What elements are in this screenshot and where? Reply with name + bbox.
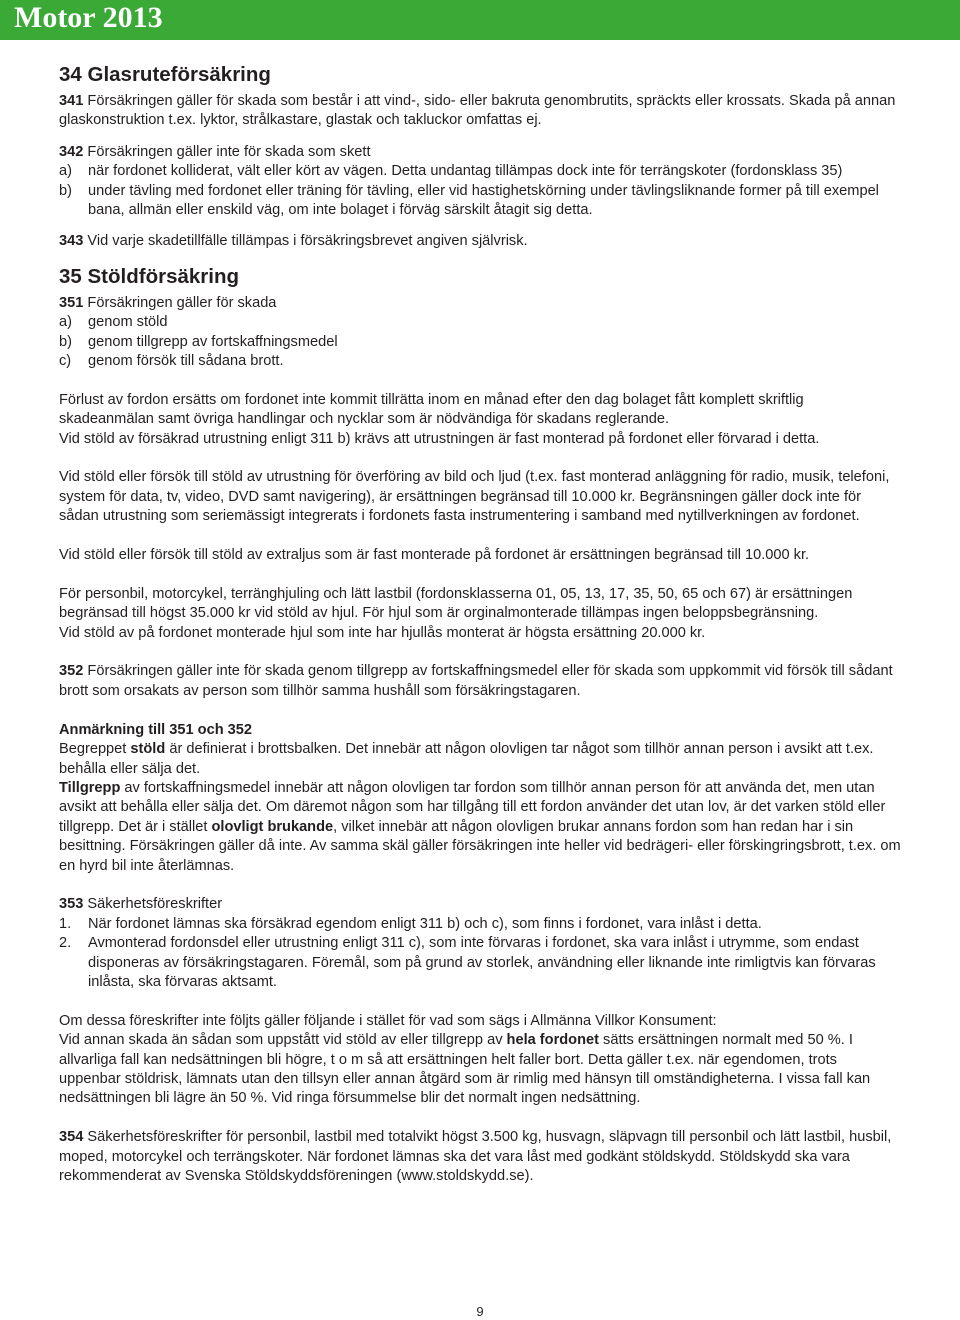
spacer bbox=[59, 876, 901, 895]
note-term: stöld bbox=[130, 741, 166, 758]
note-heading: Anmärkning till 351 och 352 bbox=[59, 721, 253, 738]
clause-text: Säkerhetsföreskrifter bbox=[87, 896, 223, 913]
paragraph-wheel-lock: Vid stöld av på fordonet monterade hjul som inte har hjullås monterat är högsta ersättning 20.000 kr. bbox=[59, 624, 706, 641]
clause-number: 352 bbox=[59, 663, 84, 680]
clause-341 bbox=[59, 92, 901, 131]
header-bar bbox=[0, 0, 960, 40]
list-item bbox=[59, 162, 901, 181]
list-text: under tävling med fordonet eller träning för tävling, eller vid hastighetskörning under tävlingsliknande former på till exempel bana, allmän eller enskild väg, om inte bolaget i förväg särskilt åtagit sig detta. bbox=[88, 182, 879, 219]
spacer bbox=[59, 565, 901, 584]
list-item bbox=[59, 313, 901, 332]
list-text: när fordonet kolliderat, vält eller kört av vägen. Detta undantag tillämpas dock inte för terrängskoter (fordonsklass 35) bbox=[88, 163, 843, 180]
spacer bbox=[59, 1109, 901, 1128]
list-text: genom stöld bbox=[88, 314, 168, 331]
list-item bbox=[59, 182, 901, 221]
clause-342 bbox=[59, 143, 901, 162]
list-item bbox=[59, 352, 901, 371]
clause-354 bbox=[59, 1128, 901, 1186]
consequence-text bbox=[59, 1031, 901, 1109]
page-number: 9 bbox=[476, 1304, 484, 1319]
list-item bbox=[59, 915, 901, 934]
list-label: a) bbox=[59, 314, 72, 331]
clause-353 bbox=[59, 895, 901, 914]
page-content bbox=[59, 62, 901, 1186]
clause-text: Vid varje skadetillfälle tillämpas i försäkringsbrevet angiven självrisk. bbox=[87, 233, 528, 250]
clause-text: Försäkringen gäller inte för skada genom tillgrepp av fortskaffningsmedel eller för skada som uppkommit vid försök till sådant brott som orsakats av person som tillhör samma hushåll som försäkringstagaren. bbox=[59, 663, 893, 699]
list-label: c) bbox=[59, 353, 72, 370]
list-label: 1. bbox=[59, 915, 72, 932]
note-taking bbox=[59, 779, 901, 876]
paragraph-extra-lights: Vid stöld eller försök till stöld av extraljus som är fast monterade på fordonet är ersättningen begränsad till 10.000 kr. bbox=[59, 547, 810, 564]
consequence-part: Vid annan skada än sådan som uppstått vid stöld av eller tillgrepp av bbox=[59, 1032, 507, 1049]
consequence-term: hela fordonet bbox=[506, 1032, 599, 1049]
paragraph-media-equipment: Vid stöld eller försök till stöld av utrustning för överföring av bild och ljud (t.ex. fast monterad anläggning för radio, musik, telefoni, system för data, tv, video, DVD samt navigering), är ersättningen begränsad till 10.000 kr. Begränsningen gäller dock inte för sådan utrustning som seriemässigt integrerats i fordonets fasta instrumentering i samband med nytillverkningen av fordonet. bbox=[59, 469, 890, 525]
list-text: genom tillgrepp av fortskaffningsmedel bbox=[88, 333, 338, 350]
paragraph-loss: Förlust av fordon ersätts om fordonet inte kommit tillrätta inom en månad efter den dag bolaget fått komplett skriftlig skadeanmälan samt övriga handlingar och nycklar som är nödvändiga för skadans reglerande. bbox=[59, 391, 804, 428]
section-34-heading: 34 Glasruteförsäkring bbox=[59, 63, 271, 86]
clause-number: 343 bbox=[59, 233, 84, 250]
section-35-heading: 35 Stöldförsäkring bbox=[59, 264, 239, 288]
list-text: Avmonterad fordonsdel eller utrustning enligt 311 c), som inte förvaras i fordonet, ska vara inlåst i utrymme, som endast disponeras av försäkringstagaren. Föremål, som på grund av storlek, användning eller liknande inte rimligtvis kan förvaras inlåsta, ska förvaras aktsamt. bbox=[88, 935, 876, 990]
clause-number: 354 bbox=[59, 1129, 84, 1146]
paragraph-equipment: Vid stöld av försäkrad utrustning enligt 311 b) krävs att utrustningen är fast monterad på fordonet eller förvarad i detta. bbox=[59, 430, 820, 447]
spacer bbox=[59, 371, 901, 390]
list-item bbox=[59, 333, 901, 352]
spacer bbox=[59, 220, 901, 232]
clause-number: 342 bbox=[59, 143, 84, 160]
list-text: genom försök till sådana brott. bbox=[88, 353, 284, 370]
clause-text: Försäkringen gäller inte för skada som skett bbox=[87, 143, 371, 160]
note-term: olovligt brukande bbox=[211, 818, 334, 835]
spacer bbox=[59, 701, 901, 720]
clause-343 bbox=[59, 232, 901, 251]
list-label: b) bbox=[59, 333, 72, 350]
consequence-intro: Om dessa föreskrifter inte följts gäller följande i stället för vad som sägs i Allmänna Villkor Konsument: bbox=[59, 1012, 717, 1029]
clause-number: 353 bbox=[59, 896, 84, 913]
list-label: a) bbox=[59, 163, 72, 180]
clause-text: Säkerhetsföreskrifter för personbil, lastbil med totalvikt högst 3.500 kg, husvagn, släpvagn till personbil och lätt lastbil, husbil, moped, motorcykel och terrängskoter. När fordonet lämnas ska det vara låst med godkänt stöldskydd. Stöldskydd ska vara rekommenderat av Svenska Stöldskyddsföreningen (www.stoldskydd.se). bbox=[59, 1129, 892, 1184]
list-text: När fordonet lämnas ska försäkrad egendom enligt 311 b) och c), som finns i fordonet, vara inlåst i detta. bbox=[88, 915, 762, 932]
consequence-part: sätts ersättningen normalt med 50 %. I allvarliga fall kan nedsättningen bli högre, t o m så att ersättningen helt faller bort. Detta gäller t.ex. när egendomen, trots uppenbar stöldrisk, lämnats utan den tillsyn eller annan åtgärd som är rimlig med hänsyn till omständigheterna. I vissa fall kan nedsättningen bli lägre än 50 %. Vid ringa försummelse blir det normalt ingen nedsättning. bbox=[59, 1032, 871, 1107]
document-title: Motor 2013 bbox=[14, 1, 163, 34]
spacer bbox=[59, 131, 901, 143]
note-text: Begreppet bbox=[59, 741, 131, 758]
clause-text: Försäkringen gäller för skada bbox=[87, 294, 277, 311]
paragraph-wheels: För personbil, motorcykel, terränghjuling och lätt lastbil (fordonsklasserna 01, 05, 13, 17, 35, 50, 65 och 67) är ersättningen begränsad till högst 35.000 kr vid stöld av hjul. För hjul som är orginalmonterade tillämpas ingen beloppsbegränsning. bbox=[59, 585, 853, 622]
list-label: 2. bbox=[59, 935, 72, 952]
spacer bbox=[59, 643, 901, 662]
note-text: av fortskaffningsmedel innebär att någon olovligen tar fordon som tillhör annan person för att använda det, men utan avsikt att behålla eller sälja det. Om däremot någon som har tillgång till ett fordon använder det utan lov, är det varken stöld eller tillgrepp. Det är i stället bbox=[59, 779, 886, 835]
clause-351 bbox=[59, 294, 901, 313]
clause-352 bbox=[59, 662, 901, 701]
note-term: Tillgrepp bbox=[59, 779, 121, 796]
clause-text: Försäkringen gäller för skada som består i att vind-, sido- eller bakruta genombrutits, spräckts eller krossats. Skada på annan glaskonstruktion t.ex. lyktor, strålkastare, glastak och takluckor omfattas ej. bbox=[59, 93, 896, 129]
clause-number: 351 bbox=[59, 294, 84, 311]
list-label: b) bbox=[59, 182, 72, 199]
spacer bbox=[59, 449, 901, 468]
spacer bbox=[59, 252, 901, 264]
note-theft bbox=[59, 740, 901, 779]
list-item bbox=[59, 934, 901, 992]
spacer bbox=[59, 527, 901, 546]
clause-number: 341 bbox=[59, 93, 84, 109]
spacer bbox=[59, 992, 901, 1011]
note-text: , vilket innebär att någon olovligen brukar annans fordon som han redan har i sin besittning. Försäkringen gäller då inte. Av samma skäl gäller försäkringen inte heller vid bedrägeri- eller förskingringsbrott, t.ex. om en hyrd bil inte återlämnas. bbox=[59, 818, 901, 874]
note-text: är definierat i brottsbalken. Det innebär att någon olovligen tar något som tillhör annan person i avsikt att t.ex. behålla eller sälja det. bbox=[59, 741, 874, 777]
